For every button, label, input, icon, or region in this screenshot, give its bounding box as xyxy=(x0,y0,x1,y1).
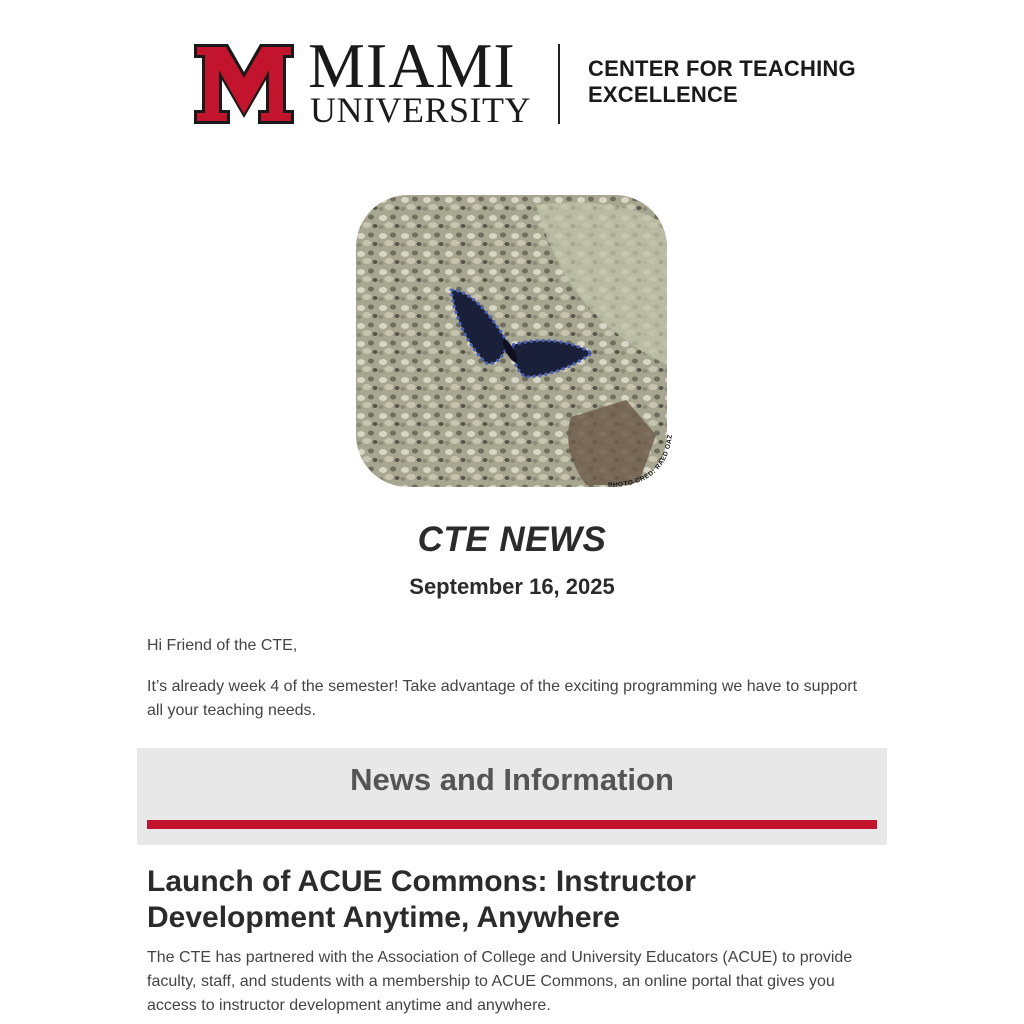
miami-university-wordmark xyxy=(308,30,533,130)
center-name xyxy=(588,56,856,108)
wordmark-university: UNIVERSITY xyxy=(310,90,531,130)
center-name-line1: CENTER FOR TEACHING xyxy=(588,56,856,81)
section-header xyxy=(137,748,887,845)
svg-text:PHOTO CRED: RAED OAZI xyxy=(606,427,674,489)
section-title: News and Information xyxy=(350,762,674,797)
miami-m-logo xyxy=(194,44,294,124)
greeting: Hi Friend of the CTE, xyxy=(147,637,298,654)
photo-credit-text: PHOTO CRED: RAED OAZ xyxy=(608,433,674,490)
article-title[interactable]: Launch of ACUE Commons: Instructor Development Anytime, Anywhere xyxy=(147,865,696,934)
center-name-line2: EXCELLENCE xyxy=(588,82,738,107)
article-body: The CTE has partnered with the Association of College and University Educators (ACUE) to provide faculty, staff, and students with a membership to ACUE Commons, an online portal that gives you access to instructor development anytime and anywhere. xyxy=(147,949,853,1014)
header-divider xyxy=(558,44,560,124)
hero-photo xyxy=(356,195,678,497)
wordmark-miami: MIAMI xyxy=(308,30,516,101)
email-header xyxy=(194,30,856,130)
newsletter-title: CTE NEWS xyxy=(417,520,607,559)
newsletter-date: September 16, 2025 xyxy=(409,574,615,599)
photo-credit xyxy=(606,427,680,495)
intro-paragraph: It’s already week 4 of the semester! Take advantage of the exciting programming we have to support all your teaching needs. xyxy=(147,678,858,719)
section-divider xyxy=(147,820,877,829)
